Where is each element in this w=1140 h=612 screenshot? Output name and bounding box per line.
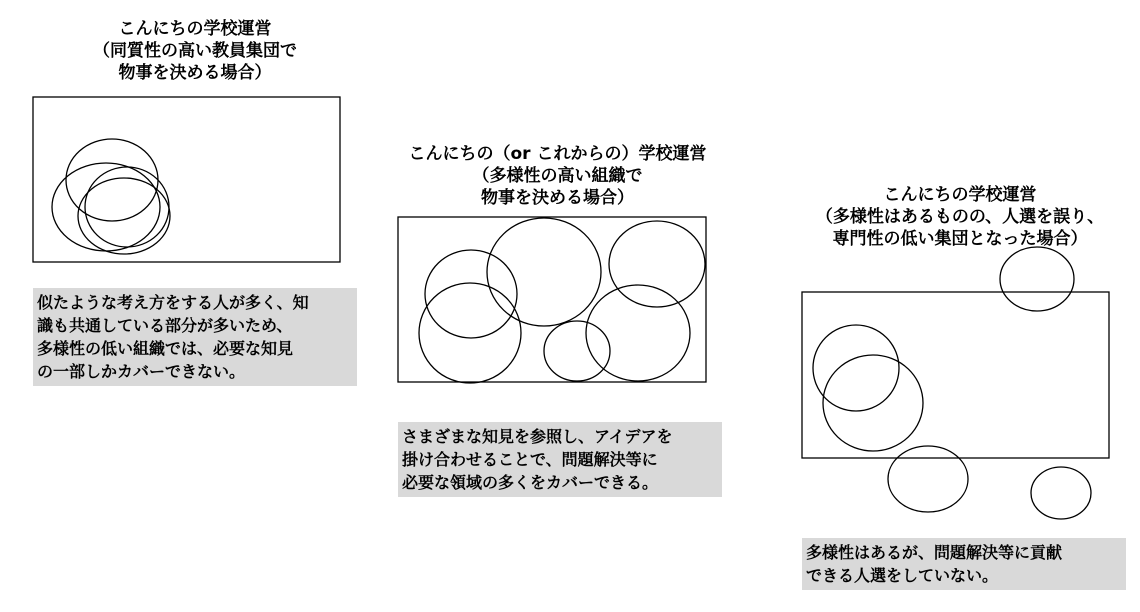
panel-3-title-line-2: （多様性はあるものの、人選を誤り、 [815,207,1105,227]
panel-1-frame [33,97,340,262]
panel-2-caption-line-3: 必要な領域の多くをカバーできる。 [402,473,659,492]
panel-3-circle-5 [1031,467,1091,519]
panel-2-title-line-3: 物事を決める場合） [481,188,634,208]
panel-2-circle-2 [419,283,521,383]
panel-1-caption [33,288,357,386]
panel-3-circle-4 [888,446,968,512]
panel-1-circle-2 [52,163,160,251]
panel-1-circle-4 [78,178,170,254]
panel-3-caption-line-1: 多様性はあるが、問題解決等に貢献 [806,543,1063,562]
panel-3-title-line-1: こんにちの学校運営 [883,185,1037,205]
panel-2-title-line-1: こんにちの（or これからの）学校運営 [408,144,707,164]
panel-1-title-line-2: （同質性の高い教員集団で [93,41,297,61]
panel-2-circle-6 [544,321,610,381]
panel-3-title-line-3: 専門性の低い集団となった場合） [832,229,1088,249]
panel-1-caption-line-3: 多様性の低い組織では、必要な知見 [37,339,294,358]
panel-3-frame [802,292,1109,458]
panel-3-circle-3 [823,355,923,451]
panel-2-circle-4 [609,221,705,307]
panel-1-circle-3 [85,167,169,247]
panel-1-title-line-3: 物事を決める場合） [118,63,272,83]
panel-3-circle-2 [813,325,899,411]
panel-2-caption-line-1: さまざまな知見を参照し、アイデアを [402,427,673,446]
panel-1-circle-1 [66,139,158,221]
panel-3-circle-1 [1000,247,1074,311]
panel-2-caption [398,422,722,497]
panel-2-title-line-2: （多様性の高い組織で [472,166,643,186]
panel-1-caption-line-2: 識も共通している部分が多いため、 [37,316,293,335]
panel-3-caption-line-2: できる人選をしていない。 [806,566,999,585]
panel-2-caption-line-2: 掛け合わせることで、問題解決等に [402,450,658,469]
panel-1-caption-line-1: 似たような考え方をする人が多く、知 [37,293,309,312]
panel-1-caption-line-4: の一部しかカバーできない。 [37,362,246,381]
panel-2-circle-5 [586,285,690,381]
panel-3-caption [802,538,1126,590]
panel-2-circle-3 [487,218,601,326]
panel-1-title-line-1: こんにちの学校運営 [118,19,272,39]
panel-2-frame [398,217,706,382]
